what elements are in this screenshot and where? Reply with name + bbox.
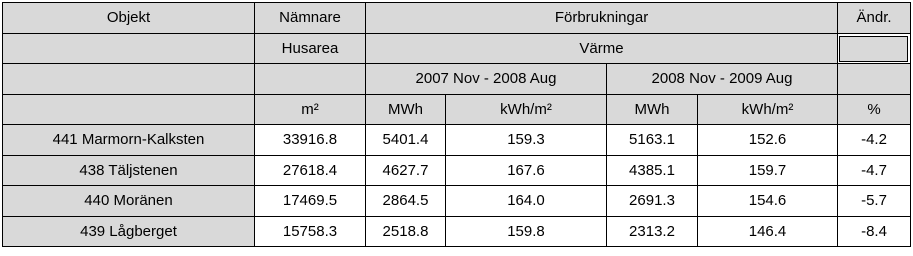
- header-row-3: [3, 64, 911, 95]
- unit-mwh-2: MWh: [607, 94, 698, 125]
- cell-selection-box: [839, 36, 908, 63]
- cell-kwh-1: 167.6: [446, 155, 607, 186]
- cell-area: 27618.4: [255, 155, 366, 186]
- header-empty-cell: [255, 64, 366, 95]
- cell-change: -4.7: [838, 155, 911, 186]
- cell-kwh-1: 159.3: [446, 125, 607, 156]
- cell-mwh-1: 2864.5: [366, 186, 446, 217]
- unit-area: m²: [255, 94, 366, 125]
- cell-change: -8.4: [838, 216, 911, 247]
- header-husarea: Husarea: [255, 33, 366, 64]
- row-objekt: 439 Lågberget: [3, 216, 255, 247]
- header-empty-cell: [3, 33, 255, 64]
- cell-change: -4.2: [838, 125, 911, 156]
- header-empty-cell: [838, 64, 911, 95]
- cell-area: 17469.5: [255, 186, 366, 217]
- cell-kwh-1: 159.8: [446, 216, 607, 247]
- cell-kwh-2: 146.4: [698, 216, 838, 247]
- selected-cell[interactable]: [838, 33, 911, 64]
- header-objekt: Objekt: [3, 3, 255, 34]
- cell-mwh-1: 2518.8: [366, 216, 446, 247]
- cell-kwh-1: 164.0: [446, 186, 607, 217]
- unit-kwh-2: kWh/m²: [698, 94, 838, 125]
- consumption-table: [2, 2, 911, 247]
- table-row: [3, 125, 911, 156]
- unit-percent: %: [838, 94, 911, 125]
- cell-mwh-2: 2691.3: [607, 186, 698, 217]
- cell-area: 33916.8: [255, 125, 366, 156]
- row-objekt: 441 Marmorn-Kalksten: [3, 125, 255, 156]
- cell-kwh-2: 152.6: [698, 125, 838, 156]
- row-objekt: 438 Täljstenen: [3, 155, 255, 186]
- cell-change: -5.7: [838, 186, 911, 217]
- header-andr: Ändr.: [838, 3, 911, 34]
- cell-mwh-1: 5401.4: [366, 125, 446, 156]
- header-namnare: Nämnare: [255, 3, 366, 34]
- table-row: [3, 186, 911, 217]
- header-forbrukningar: Förbrukningar: [366, 3, 838, 34]
- cell-mwh-2: 4385.1: [607, 155, 698, 186]
- header-row-2: [3, 33, 911, 64]
- header-empty-cell: [3, 64, 255, 95]
- header-row-1: [3, 3, 911, 34]
- cell-kwh-2: 159.7: [698, 155, 838, 186]
- header-varme: Värme: [366, 33, 838, 64]
- table-row: [3, 216, 911, 247]
- unit-mwh-1: MWh: [366, 94, 446, 125]
- header-empty-cell: [3, 94, 255, 125]
- table-row: [3, 155, 911, 186]
- cell-mwh-2: 2313.2: [607, 216, 698, 247]
- header-row-units: [3, 94, 911, 125]
- cell-mwh-1: 4627.7: [366, 155, 446, 186]
- header-period-2: 2008 Nov - 2009 Aug: [607, 64, 838, 95]
- cell-mwh-2: 5163.1: [607, 125, 698, 156]
- cell-area: 15758.3: [255, 216, 366, 247]
- header-period-1: 2007 Nov - 2008 Aug: [366, 64, 607, 95]
- unit-kwh-1: kWh/m²: [446, 94, 607, 125]
- cell-kwh-2: 154.6: [698, 186, 838, 217]
- row-objekt: 440 Moränen: [3, 186, 255, 217]
